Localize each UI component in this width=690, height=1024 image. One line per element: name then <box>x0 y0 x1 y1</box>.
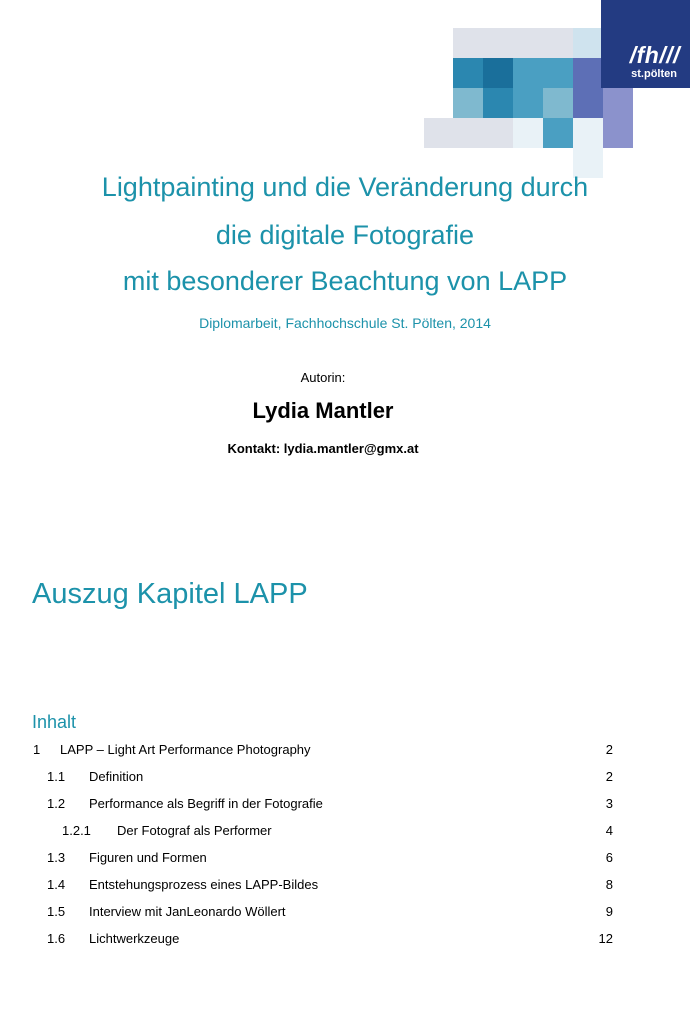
toc-entry-title: Entstehungsprozess eines LAPP-Bildes <box>89 877 319 892</box>
mosaic-tile <box>513 118 543 148</box>
excerpt-heading: Auszug Kapitel LAPP <box>32 578 308 610</box>
toc-entry[interactable] <box>0 904 690 920</box>
title-line-3: mit besonderer Beachtung von LAPP <box>122 266 568 296</box>
author-contact: Kontakt: lydia.mantler@gmx.at <box>227 441 419 456</box>
mosaic-tile <box>513 88 543 118</box>
fh-st-poelten-logo <box>601 0 690 88</box>
toc-entry-title: Definition <box>89 769 144 784</box>
mosaic-tile <box>603 118 633 148</box>
mosaic-tile <box>573 58 603 88</box>
author-label: Autorin: <box>300 370 346 385</box>
mosaic-tile <box>573 88 603 118</box>
toc-entry-title: Lichtwerkzeuge <box>89 931 180 946</box>
toc-entry-number: 1.4 <box>47 877 66 892</box>
toc-entry-title: Performance als Begriff in der Fotografie <box>89 796 323 811</box>
toc-entry-page: 3 <box>605 796 613 811</box>
mosaic-tile <box>483 58 513 88</box>
title-line-1: Lightpainting und die Veränderung durch <box>101 172 589 202</box>
mosaic-tile <box>453 28 483 58</box>
toc-entry-number: 1.1 <box>47 769 66 784</box>
mosaic-tile <box>453 58 483 88</box>
mosaic-tile <box>603 88 633 118</box>
toc-entry[interactable] <box>0 769 690 785</box>
document-subtitle: Diplomarbeit, Fachhochschule St. Pölten, 2014 <box>199 315 491 331</box>
toc-entry-number: 1.5 <box>47 904 66 919</box>
toc-entry-page: 8 <box>605 877 613 892</box>
logo-line-fh: /fh/// <box>629 42 680 68</box>
mosaic-tile <box>543 88 573 118</box>
mosaic-tile <box>453 118 483 148</box>
mosaic-tile <box>543 118 573 148</box>
toc-entry-page: 2 <box>605 742 613 757</box>
mosaic-tile <box>543 28 573 58</box>
mosaic-tile <box>483 118 513 148</box>
toc-entry-page: 4 <box>605 823 613 838</box>
mosaic-tile <box>513 28 543 58</box>
mosaic-tile <box>453 88 483 118</box>
toc-entry-number: 1.2.1 <box>62 823 91 838</box>
toc-entry[interactable] <box>0 850 690 866</box>
logo-mosaic-graphic <box>0 0 690 180</box>
toc-entry[interactable] <box>0 796 690 812</box>
toc-entry-title: Der Fotograf als Performer <box>117 823 272 838</box>
logo-line-stpoelten: st.pölten <box>631 68 677 80</box>
toc-entry-page: 12 <box>598 931 613 946</box>
toc-entry-page: 9 <box>605 904 613 919</box>
toc-entry-title: Interview mit JanLeonardo Wöllert <box>89 904 286 919</box>
toc-entry-page: 2 <box>605 769 613 784</box>
toc-entry-title: LAPP – Light Art Performance Photography <box>60 742 311 757</box>
mosaic-tile <box>513 58 543 88</box>
toc-entry-number: 1.2 <box>47 796 66 811</box>
mosaic-tile <box>543 58 573 88</box>
toc-entry[interactable] <box>0 823 690 839</box>
toc-heading: Inhalt <box>32 712 77 732</box>
toc-entry-number: 1 <box>33 742 41 757</box>
toc-entry-page: 6 <box>605 850 613 865</box>
toc-entry[interactable] <box>0 931 690 947</box>
toc-entry[interactable] <box>0 877 690 893</box>
toc-entry-title: Figuren und Formen <box>89 850 207 865</box>
title-line-2: die digitale Fotografie <box>215 220 475 250</box>
mosaic-tile <box>573 118 603 148</box>
author-name: Lydia Mantler <box>252 398 394 423</box>
toc-entry-number: 1.3 <box>47 850 66 865</box>
mosaic-tile <box>483 88 513 118</box>
toc-entry[interactable] <box>0 742 690 758</box>
mosaic-tile <box>424 118 454 148</box>
mosaic-tile <box>573 28 603 58</box>
toc-entry-number: 1.6 <box>47 931 66 946</box>
mosaic-tile <box>483 28 513 58</box>
